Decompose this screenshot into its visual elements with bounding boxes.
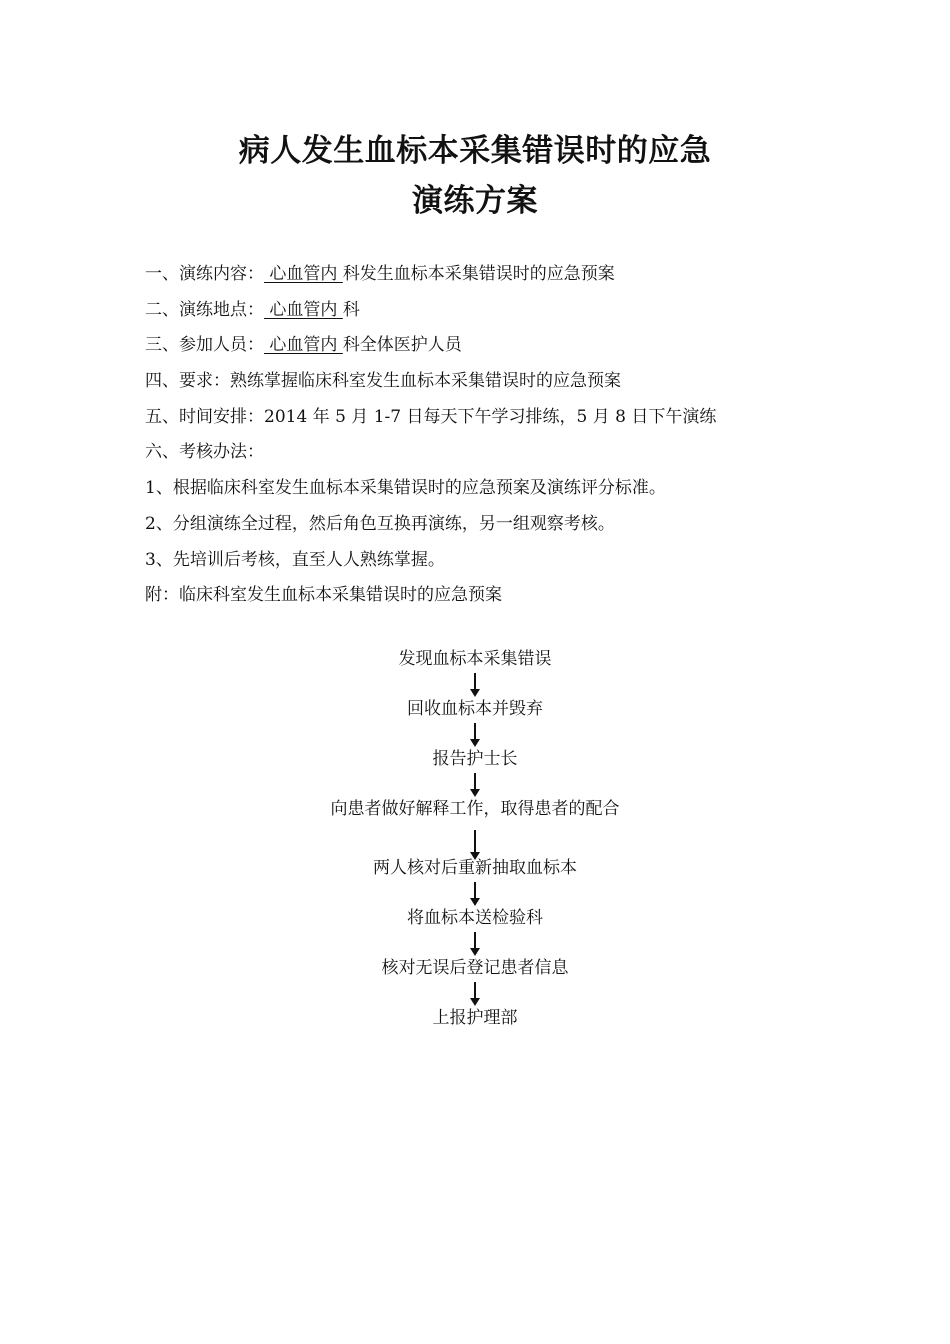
item-requirement: 四、要求：熟练掌握临床科室发生血标本采集错误时的应急预案 — [145, 371, 621, 392]
document-title-line1: 病人发生血标本采集错误时的应急 — [238, 133, 712, 169]
flow-step-6: 将血标本送检验科 — [407, 908, 543, 928]
flow-step-7: 核对无误后登记患者信息 — [381, 958, 569, 978]
item-assessment: 六、考核办法： — [145, 442, 264, 463]
flow-step-2: 回收血标本并毁弃 — [407, 699, 543, 719]
document-title-line2: 演练方案 — [412, 183, 538, 219]
flow-step-8: 上报护理部 — [432, 1008, 518, 1028]
flow-step-1: 发现血标本采集错误 — [398, 649, 552, 669]
item-content — [145, 257, 845, 293]
assessment-point-3: 3、先培训后考核，直至人人熟练掌握。 — [145, 549, 445, 570]
item-location-department: 心血管内 — [264, 299, 343, 320]
item-content-prefix: 一、演练内容： — [145, 264, 264, 284]
flow-arrow-5 — [474, 882, 476, 904]
flow-arrow-4 — [474, 830, 476, 858]
item-participants-suffix: 科全体医护人员 — [342, 335, 462, 356]
item-participants-department: 心血管内 — [264, 335, 343, 356]
assessment-point-1: 1、根据临床科室发生血标本采集错误时的应急预案及演练评分标准。 — [145, 478, 666, 499]
flow-arrow-3 — [474, 773, 476, 795]
item-location-suffix: 科 — [342, 299, 360, 320]
flow-step-5: 两人核对后重新抽取血标本 — [373, 858, 577, 878]
flow-arrow-7 — [474, 982, 476, 1004]
flow-step-3: 报告护士长 — [432, 749, 518, 769]
item-participants — [145, 328, 845, 364]
item-content-suffix: 科发生血标本采集错误时的应急预案 — [342, 264, 615, 284]
item-location — [145, 293, 845, 329]
flow-step-4: 向患者做好解释工作，取得患者的配合 — [330, 799, 620, 819]
appendix-line: 附：临床科室发生血标本采集错误时的应急预案 — [145, 585, 502, 606]
flow-arrow-6 — [474, 932, 476, 954]
flow-arrow-2 — [474, 723, 476, 745]
item-participants-prefix: 三、参加人员： — [145, 335, 264, 356]
item-content-department: 心血管内 — [264, 264, 343, 284]
assessment-point-2: 2、分组演练全过程，然后角色互换再演练，另一组观察考核。 — [145, 513, 615, 534]
flow-arrow-1 — [474, 673, 476, 695]
item-schedule: 五、时间安排：2014 年 5 月 1-7 日每天下午学习排练，5 月 8 日下午演练 — [145, 406, 717, 427]
item-location-prefix: 二、演练地点： — [145, 299, 264, 320]
plan-body — [145, 257, 845, 614]
